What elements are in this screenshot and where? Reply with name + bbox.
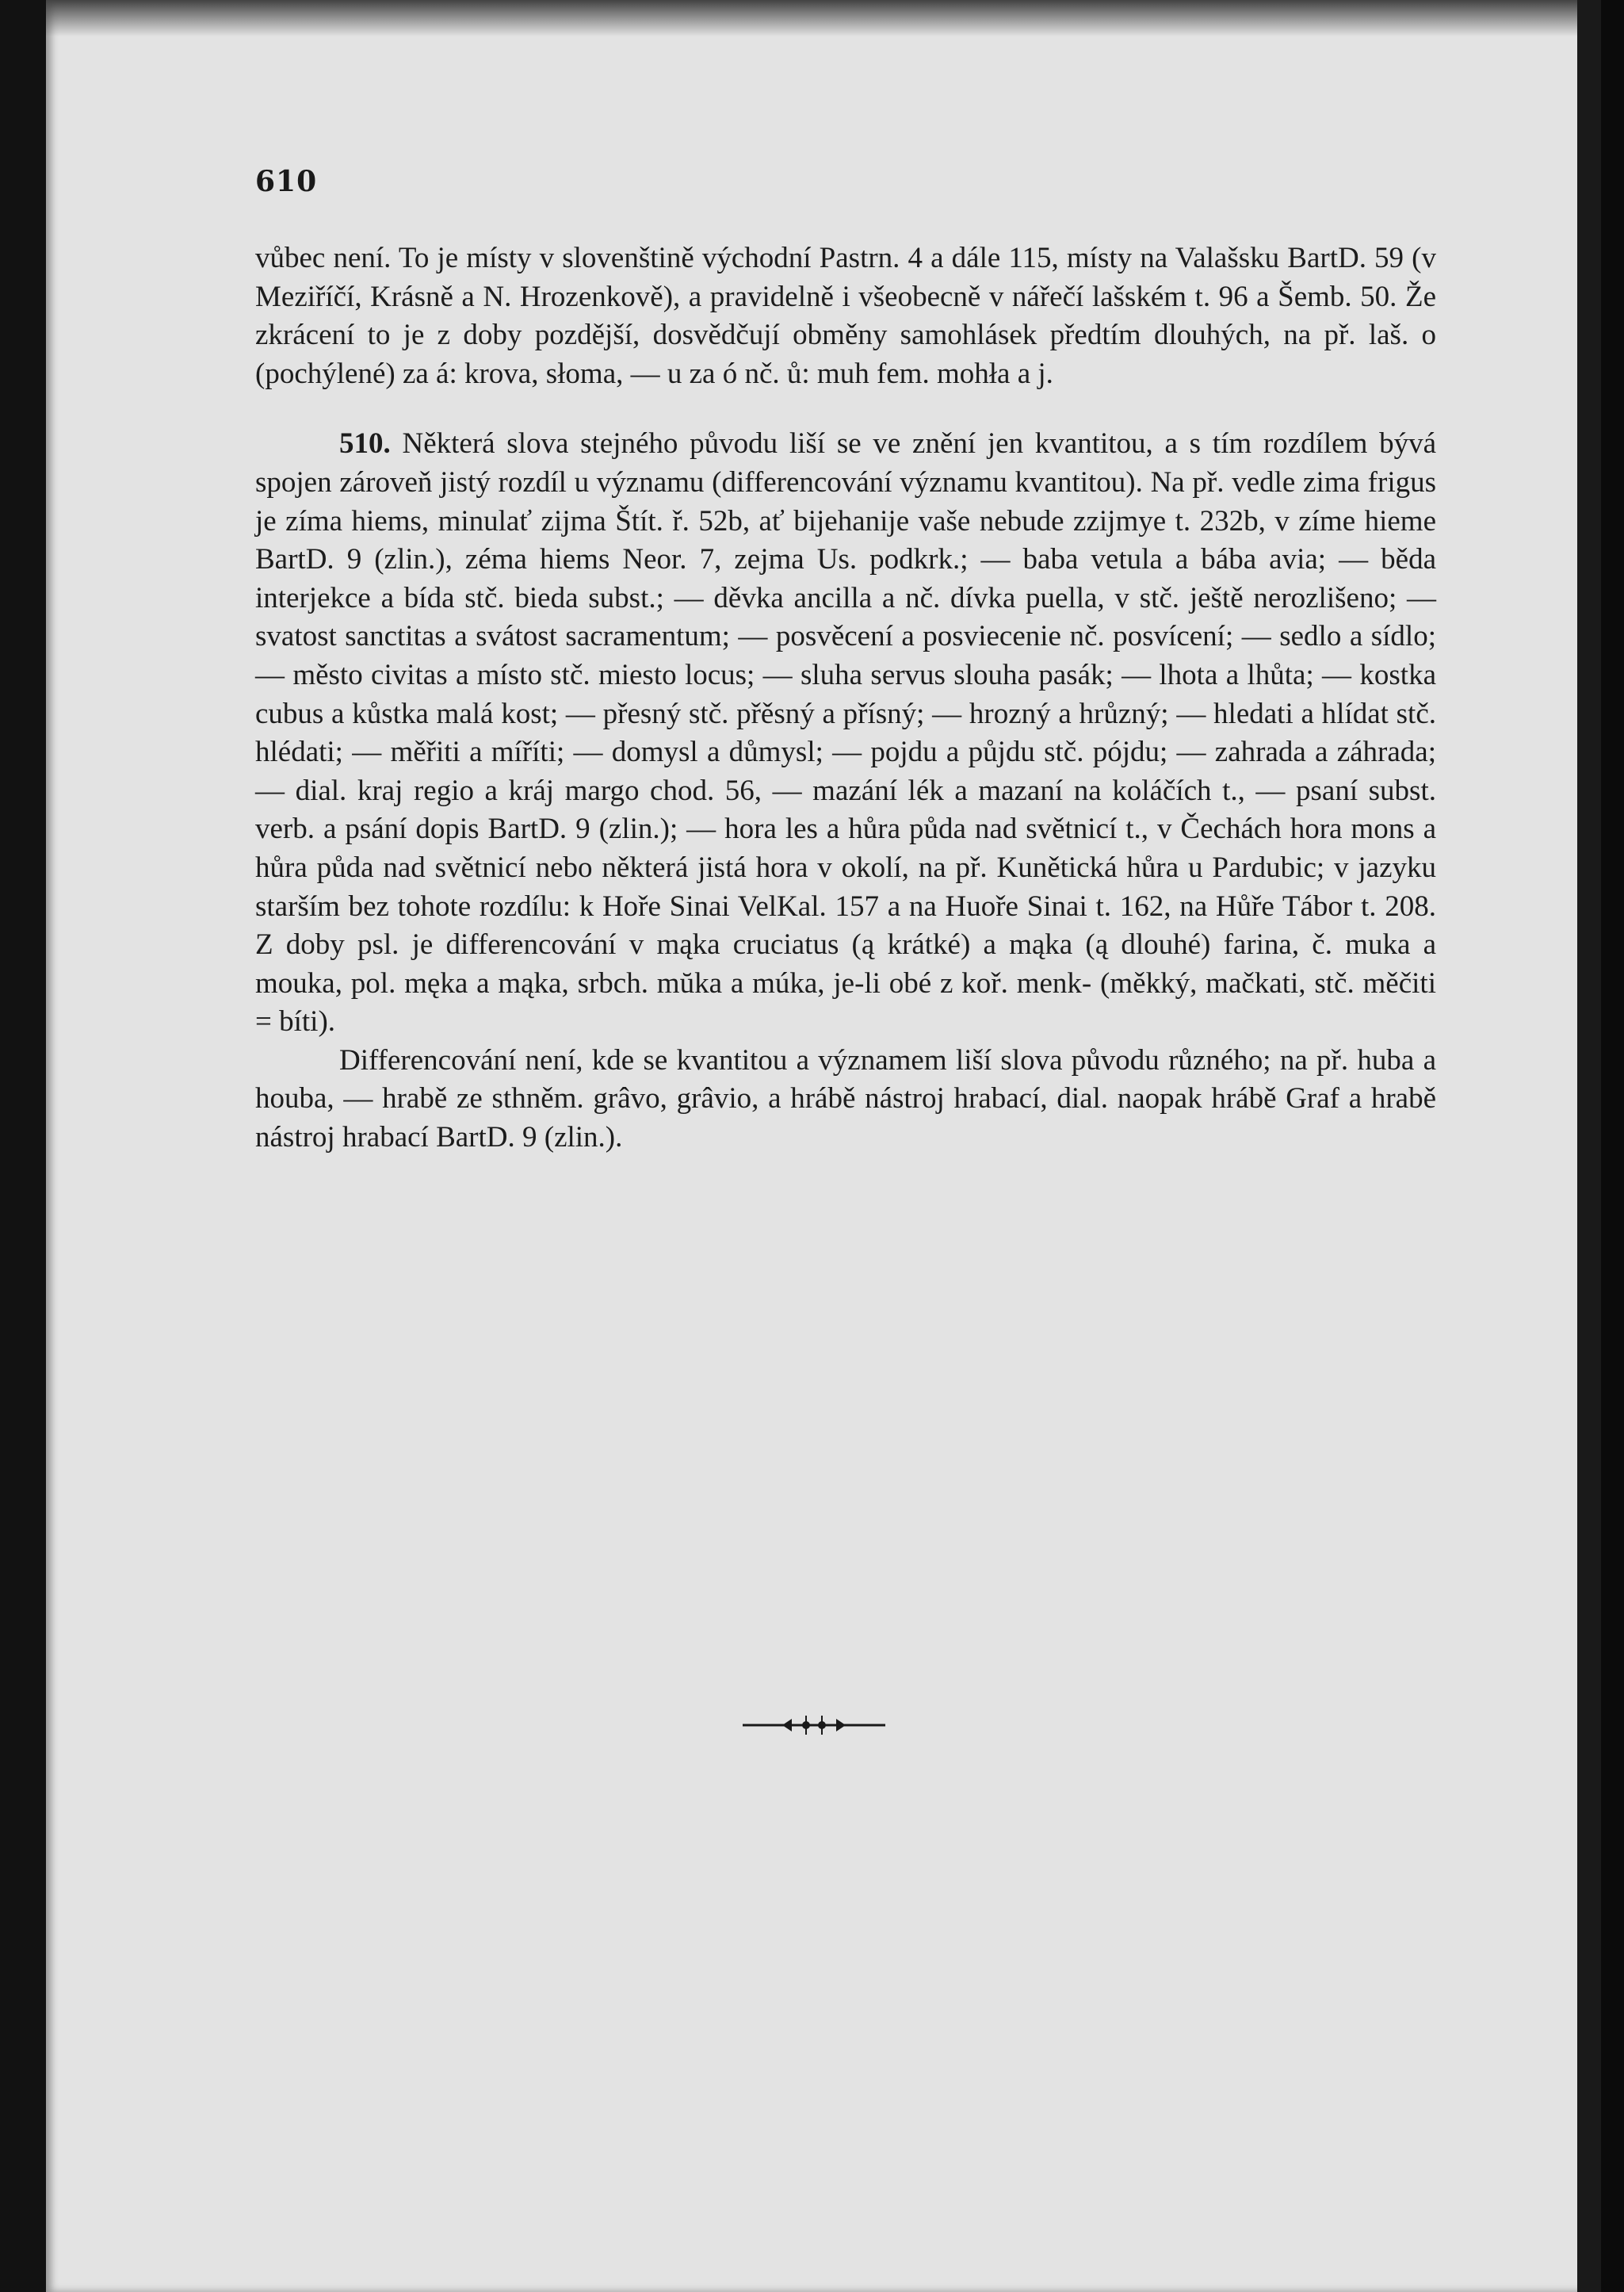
page-body [255,239,1436,1157]
paragraph-510 [255,425,1436,1042]
paragraph-text: Některá slova stejného původu liší se ve znění jen kvantitou, a s tím rozdílem bývá spojen zároveň jistý rozdíl u významu (differencování významu kvantitou). Na př. vedle zima frigus je zíma hiems, minulať zijma Štít. ř. 52b, ať bijehanije vaše nebude zzijmye t. 232b, v zíme hieme BartD. 9 (zlin.), zéma hiems Neor. 7, zejma Us. podkrk.; — baba vetula a bába avia; — běda interjekce a bída stč. bieda subst.; — děvka ancilla a nč. dívka puella, v stč. ještě nerozlišeno; — svatost sanctitas a svátost sacramentum; — posvěcení a posviecenie nč. posvícení; — sedlo a sídlo; — město civitas a místo stč. miesto locus; — sluha servus slouha pasák; — lhota a lhůta; — kostka cubus a kůstka malá kost; — přesný stč. přěsný a přísný; — hrozný a hrůzný; — hledati a hlídat stč. hlédati; — měřiti a míříti; — domysl a důmysl; — pojdu a půjdu stč. pójdu; — zahrada a záhrada; — dial. kraj regio a kráj margo chod. 56, — mazání lék a mazaní na koláčích t., — psaní subst. verb. a psání dopis BartD. 9 (zlin.); — hora les a hůra půda nad světnicí t., v Čechách hora mons a hůra půda nad světnicí nebo některá jistá hora v okolí, na př. Kunětická hůra u Pardubic; v jazyku starším bez tohote rozdílu: k Hoře Sinai VelKal. 157 a na Huoře Sinai t. 162, na Hůře Tábor t. 208. Z doby psl. je differencování v mąka cruciatus (ą krátké) a mąka (ą dlouhé) farina, č. muka a mouka, pol. męka a mąka, srbch. mŭka a múka, je-li obé z koř. menk- (měkký, mačkati, stč. měčiti = bíti). [255,427,1437,1039]
paragraph-text: Differencování není, kde se kvantitou a významem liší slova původu různého; na př. huba a houba, — hrabě ze sthněm. grâvo, grâvio, a hrábě nástroj hrabací, dial. naopak hrábě Graf a hrabě nástroj hrabací BartD. 9 (zlin.). [255,1043,1436,1154]
paragraph-text: vůbec není. To je místy v slovenštině východní Pastrn. 4 a dále 115, místy na Valašsku BartD. 59 (v Meziříčí, Krásně a N. Hrozenkově), a pravidelně i všeobecně v nářečí lašském t. 96 a Šemb. 50. Že zkrácení to je z doby pozdější, dosvědčují obměny samohlásek předtím dlouhých, na př. laš. o (pochýlené) za á: krova, słoma, — u za ó nč. ů: muh fem. mohła a j. [255,242,1436,390]
paragraph-number: 510. [339,427,391,461]
page-number: 610 [255,165,318,198]
paragraph-differencovani [255,1042,1436,1157]
paragraph-continuation [255,239,1436,393]
scan-border-right [1577,0,1601,2292]
scan-shadow-top [46,0,1601,36]
scan-border-left [0,0,46,2292]
fleuron-ornament-icon [743,1708,885,1739]
